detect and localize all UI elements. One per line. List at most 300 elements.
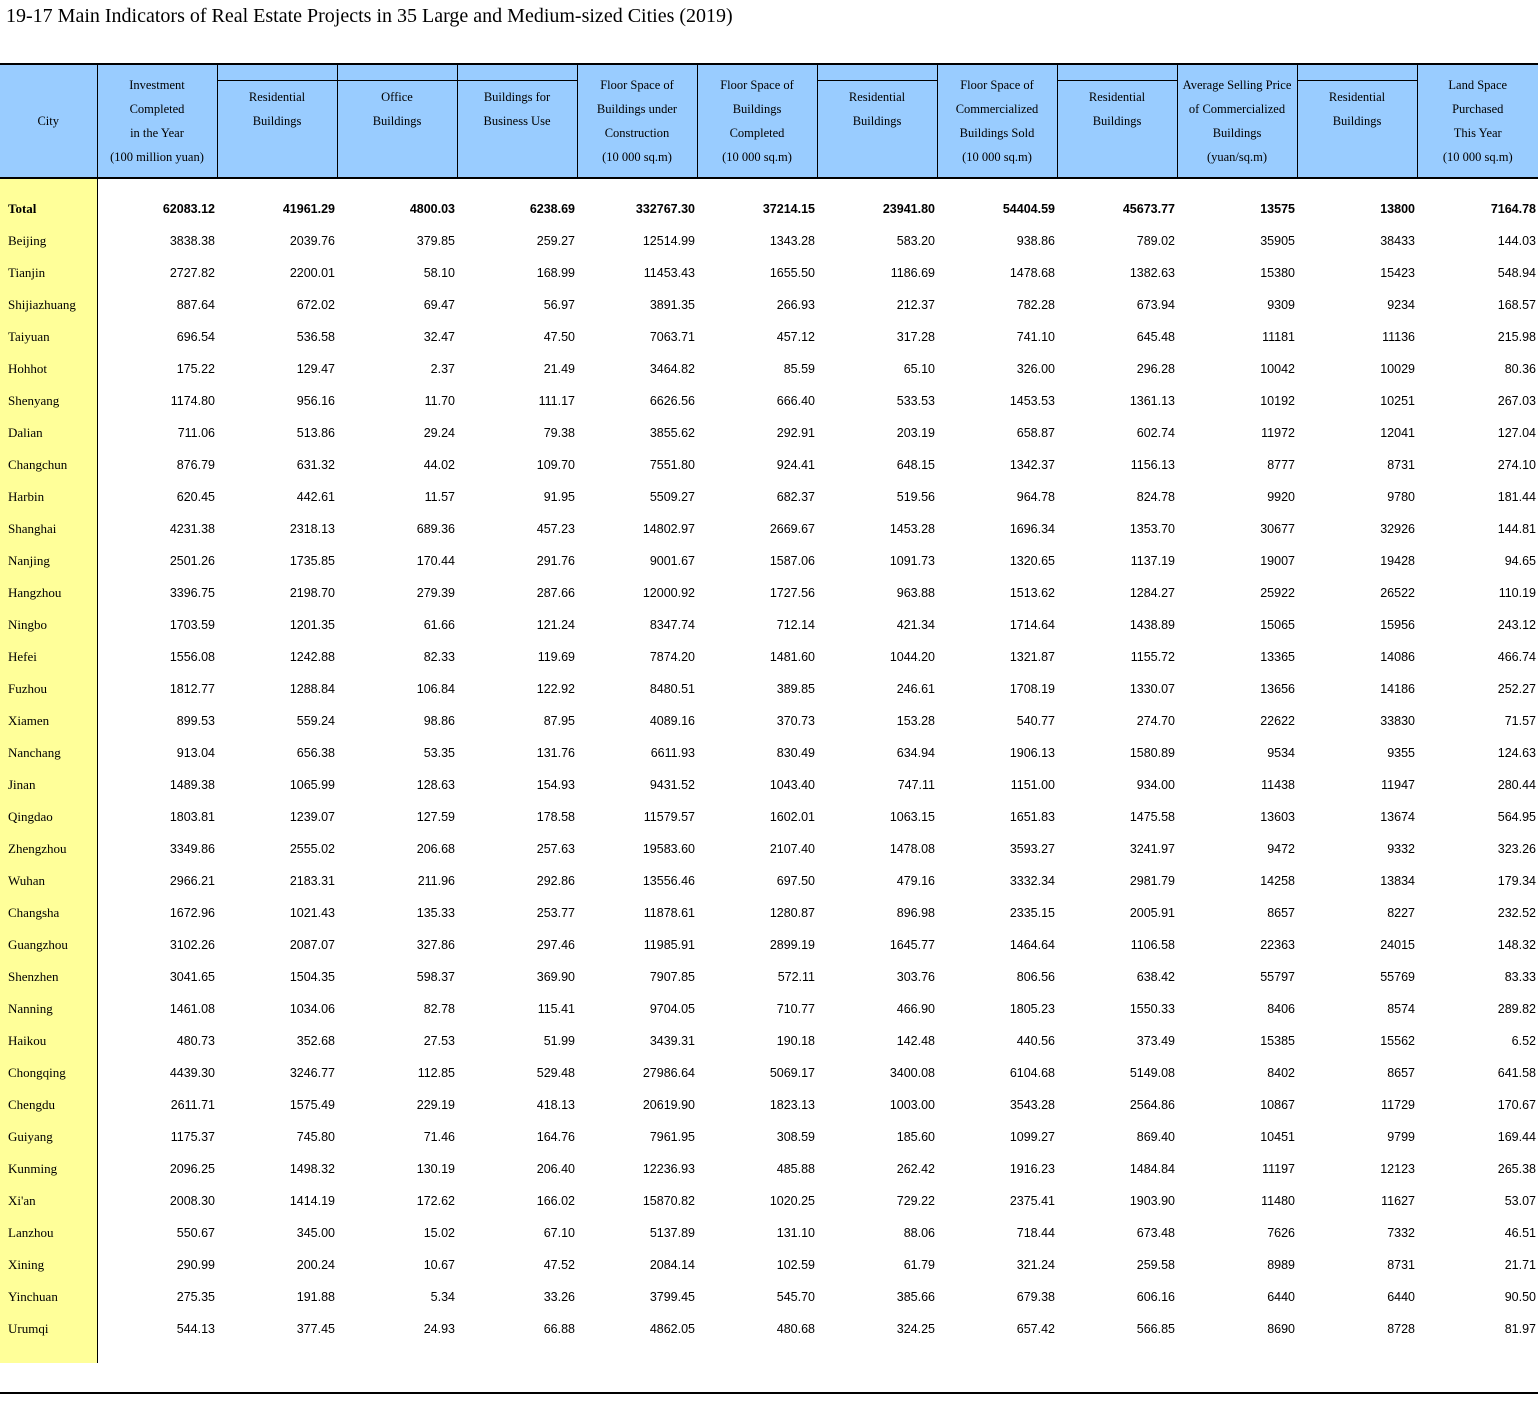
cell-inv_office: 172.62 (416, 1194, 455, 1208)
cell-investment: 1174.80 (170, 394, 215, 408)
cell-investment: 711.06 (177, 426, 215, 440)
cell-avg_price: 10192 (1260, 394, 1295, 408)
cell-avg_price: 13656 (1260, 682, 1295, 696)
cell-floor_construction: 3439.31 (649, 1034, 695, 1048)
city-name: Dalian (0, 417, 97, 449)
table-row (0, 225, 1538, 257)
cell-comp_residential: 963.88 (896, 586, 935, 600)
cell-sold_residential: 2005.91 (1129, 906, 1175, 920)
cell-floor_construction: 4862.05 (649, 1322, 695, 1336)
spacer-row (0, 178, 1538, 193)
cell-inv_residential: 3246.77 (289, 1066, 335, 1080)
city-name: Chengdu (0, 1089, 97, 1121)
cell-avg_price: 15385 (1260, 1034, 1295, 1048)
cell-comp_residential: 1044.20 (889, 650, 935, 664)
cell-land: 71.57 (1504, 714, 1536, 728)
table-row (0, 257, 1538, 289)
cell-inv_residential: 191.88 (296, 1290, 335, 1304)
cell-inv_residential: 2087.07 (289, 938, 335, 952)
cell-avg_price: 8777 (1267, 458, 1295, 472)
cell-floor_completed: 682.37 (776, 490, 815, 504)
cell-investment: 2727.82 (169, 266, 215, 280)
cell-inv_residential: 656.38 (296, 746, 335, 760)
cell-land: 564.95 (1497, 810, 1536, 824)
cell-land: 168.57 (1497, 298, 1536, 312)
column-header-line: Average Selling Price (1182, 78, 1292, 92)
cell-land: 267.03 (1497, 394, 1536, 408)
cell-price_residential: 32926 (1380, 522, 1415, 536)
table-row (0, 417, 1538, 449)
cell-floor_completed: 1602.01 (769, 810, 815, 824)
cell-comp_residential: 23941.80 (882, 202, 935, 216)
cell-land: 21.71 (1504, 1258, 1536, 1272)
indicators-table (0, 63, 1538, 1363)
cell-inv_office: 69.47 (423, 298, 455, 312)
cell-inv_business: 154.93 (536, 778, 575, 792)
cell-price_residential: 8574 (1387, 1002, 1415, 1016)
cell-inv_office: 279.39 (416, 586, 455, 600)
cell-investment: 1803.81 (169, 810, 215, 824)
cell-sold_residential: 566.85 (1136, 1322, 1175, 1336)
cell-comp_residential: 212.37 (896, 298, 935, 312)
cell-avg_price: 8690 (1267, 1322, 1295, 1336)
column-header-line: Purchased (1452, 102, 1504, 116)
cell-inv_office: 32.47 (423, 330, 455, 344)
city-name: Total (0, 193, 97, 225)
table-row (0, 641, 1538, 673)
cell-floor_construction: 11985.91 (643, 938, 695, 952)
cell-floor_construction: 27986.64 (642, 1066, 695, 1080)
cell-floor_completed: 85.59 (783, 362, 815, 376)
cell-inv_residential: 1498.32 (289, 1162, 335, 1176)
cell-floor_construction: 11579.57 (643, 810, 695, 824)
cell-inv_business: 166.02 (536, 1194, 575, 1208)
cell-sold_residential: 645.48 (1136, 330, 1175, 344)
city-name: Changchun (0, 449, 97, 481)
cell-inv_residential: 2555.02 (289, 842, 335, 856)
city-name: Nanchang (0, 737, 97, 769)
cell-comp_residential: 262.42 (896, 1162, 935, 1176)
cell-investment: 62083.12 (162, 202, 215, 216)
cell-inv_residential: 1034.06 (289, 1002, 335, 1016)
cell-inv_business: 292.86 (536, 874, 575, 888)
table-row (0, 673, 1538, 705)
cell-sold_residential: 2981.79 (1129, 874, 1175, 888)
cell-avg_price: 11480 (1261, 1194, 1295, 1208)
column-header-line: City (37, 114, 60, 128)
city-name: Hefei (0, 641, 97, 673)
cell-inv_office: 229.19 (416, 1098, 455, 1112)
cell-avg_price: 13575 (1260, 202, 1295, 216)
cell-comp_residential: 185.60 (896, 1130, 935, 1144)
cell-floor_completed: 710.77 (776, 1002, 815, 1016)
cell-floor_sold: 1464.64 (1009, 938, 1055, 952)
cell-inv_office: 5.34 (430, 1290, 455, 1304)
cell-floor_completed: 131.10 (776, 1226, 815, 1240)
cell-floor_sold: 964.78 (1016, 490, 1055, 504)
cell-comp_residential: 65.10 (903, 362, 935, 376)
cell-land: 124.63 (1497, 746, 1536, 760)
cell-price_residential: 12041 (1380, 426, 1415, 440)
cell-avg_price: 11181 (1262, 330, 1295, 344)
cell-floor_construction: 3891.35 (649, 298, 695, 312)
cell-price_residential: 9234 (1387, 298, 1415, 312)
cell-floor_completed: 370.73 (776, 714, 815, 728)
cell-floor_construction: 8347.74 (649, 618, 695, 632)
cell-inv_residential: 2318.13 (289, 522, 335, 536)
cell-inv_business: 51.99 (543, 1034, 575, 1048)
cell-inv_office: 24.93 (423, 1322, 455, 1336)
column-header-price_residential (1297, 64, 1417, 178)
cell-avg_price: 10042 (1260, 362, 1295, 376)
column-header-line: (yuan/sq.m) (1206, 150, 1268, 164)
cell-sold_residential: 1382.63 (1129, 266, 1175, 280)
cell-inv_office: 27.53 (423, 1034, 455, 1048)
cell-inv_office: 206.68 (416, 842, 455, 856)
cell-investment: 2611.71 (170, 1098, 215, 1112)
cell-land: 144.03 (1497, 234, 1536, 248)
cell-avg_price: 55797 (1260, 970, 1295, 984)
cell-floor_sold: 54404.59 (1002, 202, 1055, 216)
cell-comp_residential: 317.28 (896, 330, 935, 344)
city-name: Shenzhen (0, 961, 97, 993)
cell-inv_office: 327.86 (416, 938, 455, 952)
cell-inv_office: 98.86 (423, 714, 455, 728)
cell-inv_office: 689.36 (416, 522, 455, 536)
cell-sold_residential: 934.00 (1136, 778, 1175, 792)
cell-price_residential: 6440 (1387, 1290, 1415, 1304)
cell-floor_construction: 7874.20 (649, 650, 695, 664)
cell-comp_residential: 648.15 (896, 458, 935, 472)
cell-sold_residential: 606.16 (1136, 1290, 1175, 1304)
cell-inv_business: 178.58 (536, 810, 575, 824)
cell-floor_completed: 480.68 (776, 1322, 815, 1336)
cell-land: 548.94 (1497, 266, 1536, 280)
cell-avg_price: 22363 (1260, 938, 1295, 952)
cell-avg_price: 10867 (1260, 1098, 1295, 1112)
cell-inv_business: 33.26 (543, 1290, 575, 1304)
cell-floor_completed: 712.14 (776, 618, 815, 632)
cell-inv_office: 11.57 (424, 490, 455, 504)
cell-floor_sold: 718.44 (1016, 1226, 1055, 1240)
cell-inv_business: 257.63 (536, 842, 575, 856)
cell-comp_residential: 1645.77 (889, 938, 935, 952)
table-row (0, 1025, 1538, 1057)
cell-floor_construction: 12000.92 (642, 586, 695, 600)
cell-floor_sold: 938.86 (1016, 234, 1055, 248)
cell-sold_residential: 1330.07 (1129, 682, 1175, 696)
cell-inv_residential: 536.58 (296, 330, 335, 344)
table-row (0, 929, 1538, 961)
cell-floor_construction: 13556.46 (642, 874, 695, 888)
column-header-line: Buildings under (596, 102, 678, 116)
cell-land: 83.33 (1504, 970, 1536, 984)
cell-avg_price: 11972 (1261, 426, 1295, 440)
column-header-line: Floor Space of (600, 78, 674, 92)
cell-floor_completed: 1020.25 (769, 1194, 815, 1208)
cell-floor_completed: 308.59 (776, 1130, 815, 1144)
column-header-line: Completed (729, 126, 785, 140)
cell-sold_residential: 789.02 (1136, 234, 1175, 248)
cell-inv_business: 418.13 (536, 1098, 575, 1112)
city-name: Taiyuan (0, 321, 97, 353)
cell-inv_office: 211.96 (417, 874, 455, 888)
column-header-line: Floor Space of (960, 78, 1034, 92)
cell-inv_office: 2.37 (430, 362, 455, 376)
column-header-line: Office (381, 90, 413, 104)
cell-inv_business: 47.52 (543, 1258, 575, 1272)
cell-price_residential: 33830 (1380, 714, 1415, 728)
cell-price_residential: 14186 (1380, 682, 1415, 696)
cell-comp_residential: 896.98 (896, 906, 935, 920)
cell-floor_completed: 572.11 (777, 970, 815, 984)
cell-floor_completed: 266.93 (776, 298, 815, 312)
cell-sold_residential: 1137.19 (1130, 554, 1175, 568)
cell-investment: 3041.65 (169, 970, 215, 984)
city-name: Wuhan (0, 865, 97, 897)
cell-comp_residential: 153.28 (896, 714, 935, 728)
cell-avg_price: 6440 (1267, 1290, 1295, 1304)
cell-avg_price: 9534 (1267, 746, 1295, 760)
cell-inv_residential: 1288.84 (289, 682, 335, 696)
header-subgroup-rule-sold (1058, 80, 1177, 81)
table-row (0, 1121, 1538, 1153)
cell-comp_residential: 203.19 (896, 426, 935, 440)
cell-inv_office: 379.85 (416, 234, 455, 248)
cell-inv_office: 53.35 (423, 746, 455, 760)
cell-floor_sold: 806.56 (1016, 970, 1055, 984)
cell-investment: 3838.38 (169, 234, 215, 248)
city-name: Guiyang (0, 1121, 97, 1153)
cell-land: 46.51 (1504, 1226, 1536, 1240)
cell-sold_residential: 824.78 (1136, 490, 1175, 504)
cell-sold_residential: 602.74 (1136, 426, 1175, 440)
cell-land: 170.67 (1497, 1098, 1536, 1112)
cell-inv_business: 21.49 (543, 362, 575, 376)
cell-comp_residential: 421.34 (896, 618, 935, 632)
cell-avg_price: 35905 (1260, 234, 1295, 248)
table-row (0, 449, 1538, 481)
cell-investment: 2501.26 (169, 554, 215, 568)
cell-investment: 4439.30 (169, 1066, 215, 1080)
cell-price_residential: 10251 (1380, 394, 1415, 408)
cell-avg_price: 13365 (1260, 650, 1295, 664)
cell-floor_construction: 7907.85 (649, 970, 695, 984)
cell-floor_construction: 12514.99 (642, 234, 695, 248)
cell-investment: 887.64 (176, 298, 215, 312)
cell-floor_sold: 1342.37 (1009, 458, 1055, 472)
cell-inv_business: 259.27 (536, 234, 575, 248)
column-header-line: Buildings (852, 114, 902, 128)
city-name: Hohhot (0, 353, 97, 385)
cell-inv_business: 111.17 (538, 394, 575, 408)
cell-inv_office: 82.78 (423, 1002, 455, 1016)
city-name: Guangzhou (0, 929, 97, 961)
cell-floor_completed: 5069.17 (769, 1066, 815, 1080)
cell-floor_sold: 1708.19 (1009, 682, 1055, 696)
cell-inv_office: 128.63 (416, 778, 455, 792)
column-header-line: Buildings (1332, 114, 1382, 128)
cell-floor_sold: 1651.83 (1009, 810, 1055, 824)
cell-floor_completed: 457.12 (776, 330, 815, 344)
column-header-line: Completed (129, 102, 185, 116)
cell-floor_sold: 6104.68 (1009, 1066, 1055, 1080)
table-row (0, 1089, 1538, 1121)
cell-price_residential: 15562 (1380, 1034, 1415, 1048)
column-header-line: Floor Space of (720, 78, 794, 92)
cell-floor_completed: 292.91 (776, 426, 815, 440)
cell-floor_construction: 9001.67 (649, 554, 695, 568)
cell-price_residential: 10029 (1380, 362, 1415, 376)
cell-avg_price: 30677 (1260, 522, 1295, 536)
cell-investment: 290.99 (176, 1258, 215, 1272)
cell-avg_price: 8989 (1267, 1258, 1295, 1272)
cell-floor_construction: 15870.82 (642, 1194, 695, 1208)
cell-floor_sold: 1151.00 (1010, 778, 1055, 792)
cell-inv_residential: 377.45 (296, 1322, 335, 1336)
cell-inv_office: 11.70 (424, 394, 455, 408)
table-row (0, 897, 1538, 929)
cell-price_residential: 8657 (1387, 1066, 1415, 1080)
cell-comp_residential: 479.16 (896, 874, 935, 888)
cell-floor_construction: 8480.51 (649, 682, 695, 696)
cell-price_residential: 24015 (1380, 938, 1415, 952)
cell-floor_sold: 1696.34 (1009, 522, 1055, 536)
cell-inv_business: 168.99 (536, 266, 575, 280)
cell-sold_residential: 1284.27 (1129, 586, 1175, 600)
cell-sold_residential: 673.94 (1136, 298, 1175, 312)
cell-inv_business: 529.48 (536, 1066, 575, 1080)
cell-inv_business: 56.97 (543, 298, 575, 312)
cell-comp_residential: 142.48 (896, 1034, 935, 1048)
city-name: Tianjin (0, 257, 97, 289)
cell-investment: 275.35 (176, 1290, 215, 1304)
city-name: Ningbo (0, 609, 97, 641)
cell-land: 232.52 (1497, 906, 1536, 920)
city-name: Shijiazhuang (0, 289, 97, 321)
cell-floor_construction: 9431.52 (649, 778, 695, 792)
cell-price_residential: 8731 (1387, 1258, 1415, 1272)
cell-investment: 1672.96 (169, 906, 215, 920)
cell-floor_completed: 830.49 (776, 746, 815, 760)
cell-price_residential: 38433 (1380, 234, 1415, 248)
column-header-comp_residential (817, 64, 937, 178)
table-row (0, 705, 1538, 737)
cell-land: 323.26 (1497, 842, 1536, 856)
cell-price_residential: 8728 (1387, 1322, 1415, 1336)
cell-sold_residential: 296.28 (1136, 362, 1175, 376)
cell-inv_office: 29.24 (423, 426, 455, 440)
cell-avg_price: 25922 (1260, 586, 1295, 600)
cell-comp_residential: 3400.08 (889, 1066, 935, 1080)
table-row (0, 1153, 1538, 1185)
column-header-line: Buildings (1212, 126, 1262, 140)
city-name: Nanjing (0, 545, 97, 577)
cell-floor_construction: 2084.14 (649, 1258, 695, 1272)
cell-floor_construction: 7961.95 (649, 1130, 695, 1144)
cell-comp_residential: 385.66 (896, 1290, 935, 1304)
cell-inv_residential: 1414.19 (289, 1194, 335, 1208)
cell-price_residential: 13800 (1380, 202, 1415, 216)
cell-inv_office: 58.10 (423, 266, 455, 280)
city-name: Nanning (0, 993, 97, 1025)
cell-comp_residential: 1091.73 (889, 554, 935, 568)
header-subgroup-rule-investment (218, 80, 577, 81)
table-row (0, 1313, 1538, 1345)
cell-floor_completed: 37214.15 (762, 202, 815, 216)
cell-inv_residential: 1504.35 (289, 970, 335, 984)
cell-sold_residential: 1550.33 (1129, 1002, 1175, 1016)
cell-floor_construction: 11453.43 (643, 266, 695, 280)
cell-floor_sold: 1513.62 (1009, 586, 1055, 600)
cell-investment: 3396.75 (169, 586, 215, 600)
cell-land: 148.32 (1497, 938, 1536, 952)
cell-comp_residential: 324.25 (896, 1322, 935, 1336)
cell-floor_completed: 1043.40 (769, 778, 815, 792)
table-row (0, 1249, 1538, 1281)
cell-avg_price: 15380 (1260, 266, 1295, 280)
cell-investment: 1461.08 (169, 1002, 215, 1016)
cell-floor_sold: 540.77 (1016, 714, 1055, 728)
cell-comp_residential: 88.06 (903, 1226, 935, 1240)
column-header-floor_construction (577, 64, 697, 178)
cell-floor_construction: 9704.05 (649, 1002, 695, 1016)
city-name: Xining (0, 1249, 97, 1281)
city-name: Haikou (0, 1025, 97, 1057)
cell-investment: 2096.25 (169, 1162, 215, 1176)
column-header-floor_completed (697, 64, 817, 178)
cell-inv_business: 164.76 (536, 1130, 575, 1144)
city-name: Xi'an (0, 1185, 97, 1217)
cell-floor_completed: 2107.40 (769, 842, 815, 856)
page-title: 19-17 Main Indicators of Real Estate Projects in 35 Large and Medium-sized Cities (2019) (6, 5, 733, 27)
cell-inv_business: 457.23 (536, 522, 575, 536)
cell-investment: 544.13 (176, 1322, 215, 1336)
city-name: Shenyang (0, 385, 97, 417)
table-row (0, 385, 1538, 417)
cell-inv_business: 109.70 (536, 458, 575, 472)
column-header-line: Buildings Sold (959, 126, 1035, 140)
cell-comp_residential: 246.61 (896, 682, 935, 696)
cell-land: 243.12 (1497, 618, 1536, 632)
cell-floor_sold: 658.87 (1016, 426, 1055, 440)
column-header-line: Commercialized (955, 102, 1039, 116)
cell-avg_price: 14258 (1260, 874, 1295, 888)
column-header-line: Buildings (372, 114, 422, 128)
cell-land: 181.44 (1497, 490, 1536, 504)
cell-inv_office: 135.33 (416, 906, 455, 920)
spacer-row (0, 1345, 1538, 1363)
city-name: Changsha (0, 897, 97, 929)
column-header-line: Residential (248, 90, 306, 104)
city-name: Harbin (0, 481, 97, 513)
city-name: Zhengzhou (0, 833, 97, 865)
cell-sold_residential: 673.48 (1136, 1226, 1175, 1240)
cell-inv_residential: 1065.99 (289, 778, 335, 792)
cell-inv_residential: 559.24 (296, 714, 335, 728)
cell-land: 169.44 (1497, 1130, 1536, 1144)
cell-avg_price: 7626 (1267, 1226, 1295, 1240)
cell-price_residential: 15956 (1380, 618, 1415, 632)
cell-price_residential: 12123 (1380, 1162, 1415, 1176)
cell-land: 641.58 (1497, 1066, 1536, 1080)
city-name: Jinan (0, 769, 97, 801)
cell-investment: 620.45 (176, 490, 215, 504)
cell-floor_construction: 7551.80 (649, 458, 695, 472)
cell-inv_business: 87.95 (543, 714, 575, 728)
cell-floor_sold: 321.24 (1016, 1258, 1055, 1272)
city-name: Chongqing (0, 1057, 97, 1089)
